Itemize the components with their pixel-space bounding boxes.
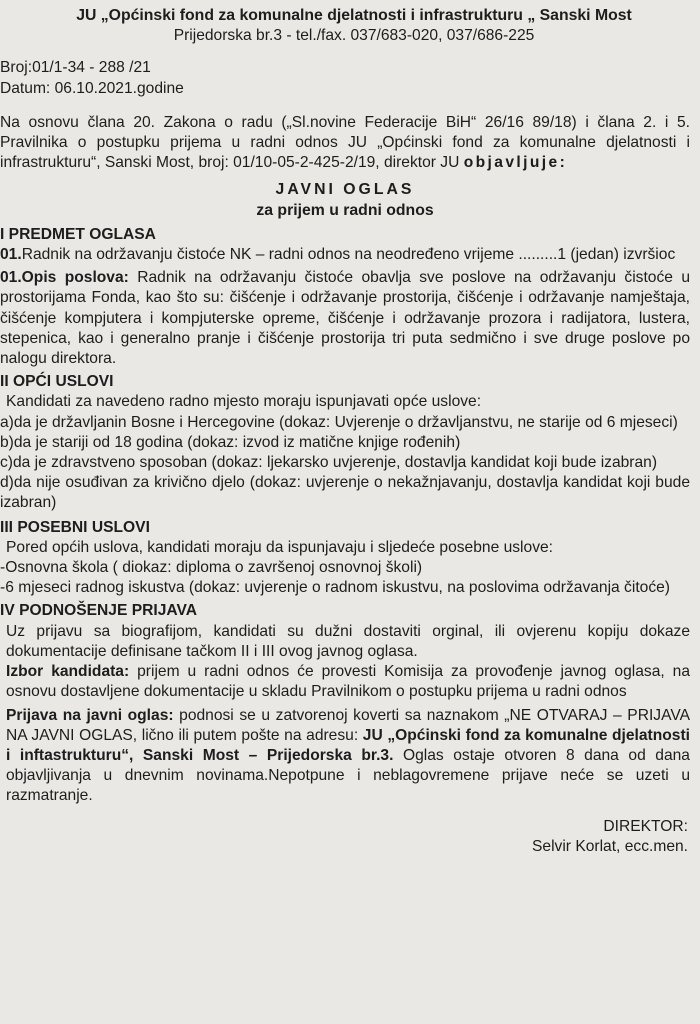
position-text: Radnik na održavanju čistoće NK – radni odnos na neodređeno vrijeme .........1 (jedan) izvršioc [21, 246, 676, 264]
special-condition-1: -Osnovna škola ( diokaz: diploma o završenoj osnovnoj školi) [0, 559, 423, 577]
application-address: JU „Općinski fond za komunalne djelatnosti i inftastrukturu“, Sanski Most – Prijedorska br.3. [6, 726, 690, 764]
candidate-selection-label: Izbor kandidata: [6, 663, 130, 681]
candidate-selection-text: prijem u radni odnos će provesti Komisija za provođenje javnog oglasa, na osnovu dostavljene dokumentacije u skladu Pravilnikom o postupku prijema u radni odnos [6, 663, 690, 701]
application-tail: Oglas ostaje otvoren 8 dana od dana objavljivanja u dnevnim novinama.Nepotpune i neblagovremene prijave neće se uzeti u razmatranje. [6, 746, 690, 805]
application-text: podnosi se u zatvorenoj koverti sa naznakom „NE OTVARAJ – PRIJAVA NA JAVNI OGLAS, lično ili putem pošte na adresu: [6, 706, 690, 744]
job-description-text: Radnik na održavanju čistoće obavlja sve poslove na održavanju čistoće u prostorijama Fonda, kao što su: čišćenje i održavanje prostorija, čišćenje i održavanje namještaja, čišćenje kompjutera i kompjuterske opreme, čišćenje i održavanje prozora i radijatora, lustera, stepenica, kao i generalno pranje i čišćenje prostorija tri puta sedmično i sve druge poslove po nalogu direktora. [0, 269, 690, 368]
special-condition-2: -6 mjeseci radnog iskustva (dokaz: uvjerenje o radnom iskustvu, na poslovima održavanja čitoće) [0, 579, 670, 597]
application-label: Prijava na javni oglas: [6, 706, 174, 724]
section-1-heading: I PREDMET OGLASA [0, 225, 156, 243]
position-item [0, 245, 690, 265]
intro-announces: objavljuje: [463, 154, 568, 172]
submission-paragraph: Uz prijavu sa biografijom, kandidati su dužni dostaviti orginal, ili ovjerenu kopiju dokaze dokumentacije definisane tačkom II i III ovog javnog oglasa. [6, 622, 690, 660]
candidate-selection [0, 662, 690, 702]
signature-block [0, 817, 690, 857]
section-3-heading: III POSEBNI USLOVI [0, 518, 150, 536]
section-4-heading: IV PODNOŠENJE PRIJAVA [0, 602, 197, 620]
notice-title [0, 180, 690, 220]
signature-role: DIREKTOR: [603, 817, 688, 835]
job-description [0, 268, 690, 369]
position-number: 01. [0, 246, 22, 264]
document-date: Datum: 06.10.2021.godine [0, 79, 184, 97]
intro-text: Na osnovu člana 20. Zakona o radu („Sl.novine Federacije BiH“ 26/16 89/18) i člana 2. i 5. Pravilnika o postupku prijema u radni odnos JU „Općinski fond za komunalne djelatnosti i infrastrukturu“, Sanski Most, broj: 01/10-05-2-425-2/19, direktor JU [0, 113, 690, 172]
notice-title-line1: JAVNI OGLAS [275, 181, 415, 199]
condition-c: c)da je zdravstveno sposoban (dokaz: ljekarsko uvjerenje, dostavlja kandidat koji bude izabran) [0, 454, 658, 472]
special-conditions-intro: Pored općih uslova, kandidati moraju da ispunjavaju i sljedeće posebne uslove: [6, 538, 553, 556]
job-description-label: 01.Opis poslova: [0, 269, 129, 287]
reference-number: Broj:01/1-34 - 288 /21 [0, 59, 151, 77]
document-meta [0, 58, 690, 98]
condition-a: a)da je državljanin Bosne i Hercegovine (dokaz: Uvjerenje o državljanstvu, ne starije od 6 mjeseci) [0, 413, 678, 431]
condition-d: d)da nije osuđivan za krivično djelo (dokaz: uvjerenje o nekažnjavanju, dostavlja kandidat koji bude izabran) [0, 474, 690, 512]
intro-paragraph [0, 113, 690, 174]
document-header [18, 6, 690, 46]
condition-b: b)da je stariji od 18 godina (dokaz: izvod iz matične knjige rođenih) [0, 433, 461, 451]
signature-name: Selvir Korlat, ecc.men. [532, 837, 688, 855]
organization-address: Prijedorska br.3 - tel./fax. 037/683-020, 037/686-225 [173, 27, 535, 45]
notice-title-line2: za prijem u radni odnos [256, 201, 434, 219]
section-2-heading: II OPĆI USLOVI [0, 373, 114, 391]
organization-name: JU „Općinski fond za komunalne djelatnosti i infrastrukturu „ Sanski Most [76, 7, 632, 24]
general-conditions-intro: Kandidati za navedeno radno mjesto moraju ispunjavati opće uslove: [6, 393, 482, 411]
application-paragraph [0, 706, 690, 807]
